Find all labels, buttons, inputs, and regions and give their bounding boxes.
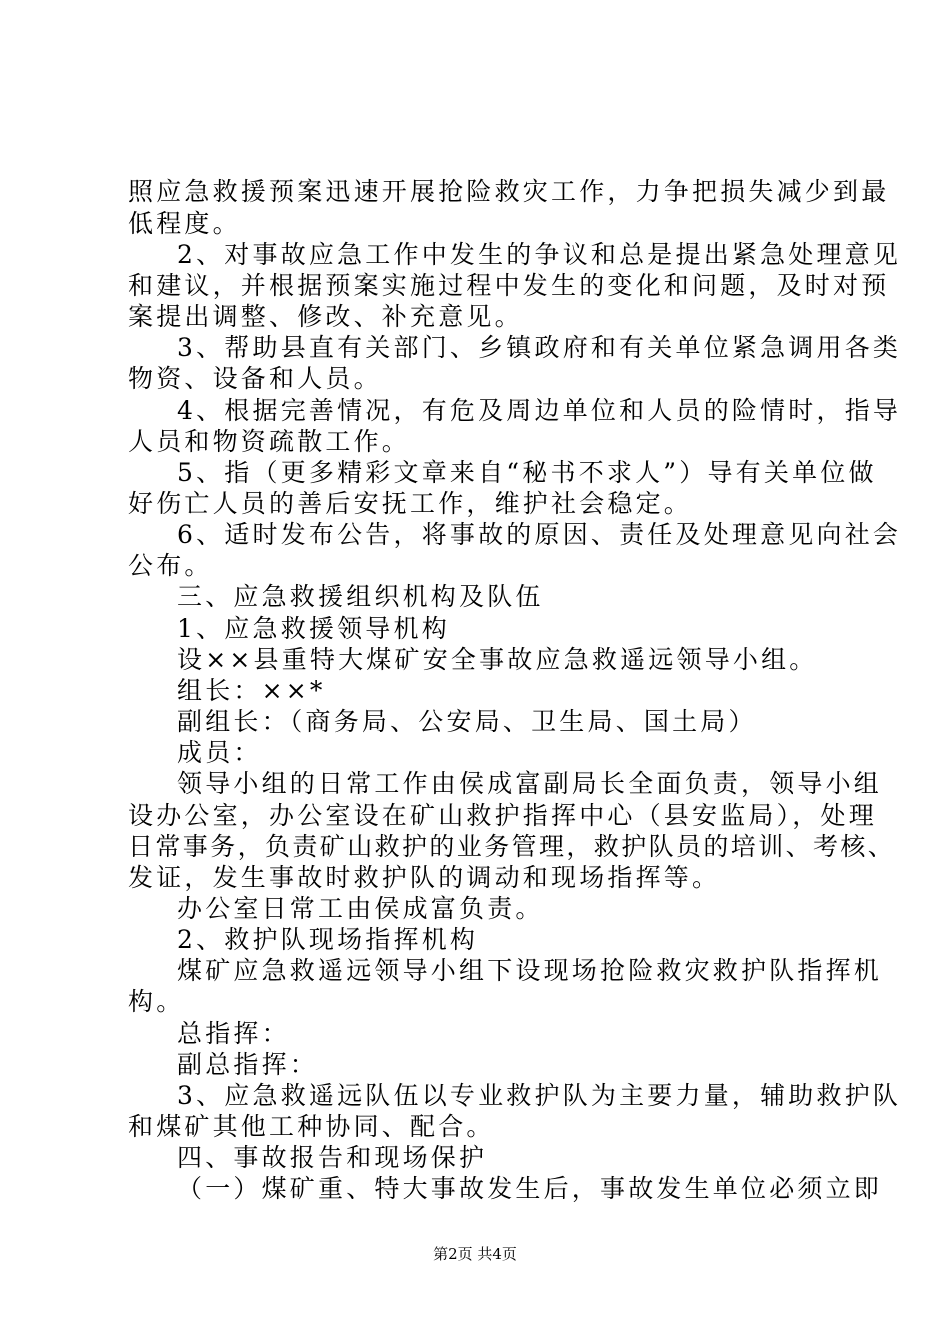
section-heading: 三、应急救援组织机构及队伍 [177,582,544,611]
text-line: 领导小组的日常工作由侯成富副局长全面负责，领导小组 [177,769,883,798]
section-heading: 四、事故报告和现场保护 [177,1143,488,1172]
text-line: 4、根据完善情况，有危及周边单位和人员的险情时，指导 [177,396,902,425]
text-line: 设办公室，办公室设在矿山救护指挥中心（县安监局），处理 [128,801,877,830]
subsection-heading: 2、救护队现场指挥机构 [177,925,479,954]
text-line: 日常事务，负责矿山救护的业务管理，救护队员的培训、考核、 [128,832,896,861]
text-line: 煤矿应急救遥远领导小组下设现场抢险救灾救护队指挥机 [177,956,883,985]
text-line: 3、帮助县直有关部门、乡镇政府和有关单位紧急调用各类 [177,333,902,362]
text-line: 副组长：（商务局、公安局、卫生局、国土局） [177,707,757,736]
text-line: 5、指（更多精彩文章来自“秘书不求人”）导有关单位做 [177,458,877,487]
text-line: 发证，发生事故时救护队的调动和现场指挥等。 [128,863,721,892]
text-line: 物资、设备和人员。 [128,364,382,393]
text-line: 总指挥： [177,1019,290,1048]
text-line: 公布。 [128,551,213,580]
text-line: 成员： [177,738,262,767]
text-line: 好伤亡人员的善后安抚工作，维护社会稳定。 [128,489,693,518]
text-line: 构。 [128,987,185,1016]
text-line: 和建议，并根据预案实施过程中发生的变化和问题，及时对预 [128,271,890,300]
text-line: 和煤矿其他工种协同、配合。 [128,1112,495,1141]
text-line: 办公室日常工由侯成富负责。 [177,894,544,923]
text-line: 案提出调整、修改、补充意见。 [128,302,523,331]
text-line: 人员和物资疏散工作。 [128,427,411,456]
text-line: 2、对事故应急工作中发生的争议和总是提出紧急处理意见 [177,240,902,269]
text-line: 设××县重特大煤矿安全事故应急救遥远领导小组。 [177,645,818,674]
text-line: 副总指挥： [177,1050,319,1079]
page-footer: 第2页 共4页 [433,1245,517,1263]
text-line: 组长：××* [177,676,326,705]
text-line: 3、应急救遥远队伍以专业救护队为主要力量，辅助救护队 [177,1081,902,1110]
text-line: （一）煤矿重、特大事故发生后，事故发生单位必须立即 [177,1174,883,1203]
text-line: 低程度。 [128,209,241,238]
text-line: 6、适时发布公告，将事故的原因、责任及处理意见向社会 [177,520,902,549]
subsection-heading: 1、应急救援领导机构 [177,614,450,643]
text-line: 照应急救援预案迅速开展抢险救灾工作，力争把损失减少到最 [128,177,890,206]
